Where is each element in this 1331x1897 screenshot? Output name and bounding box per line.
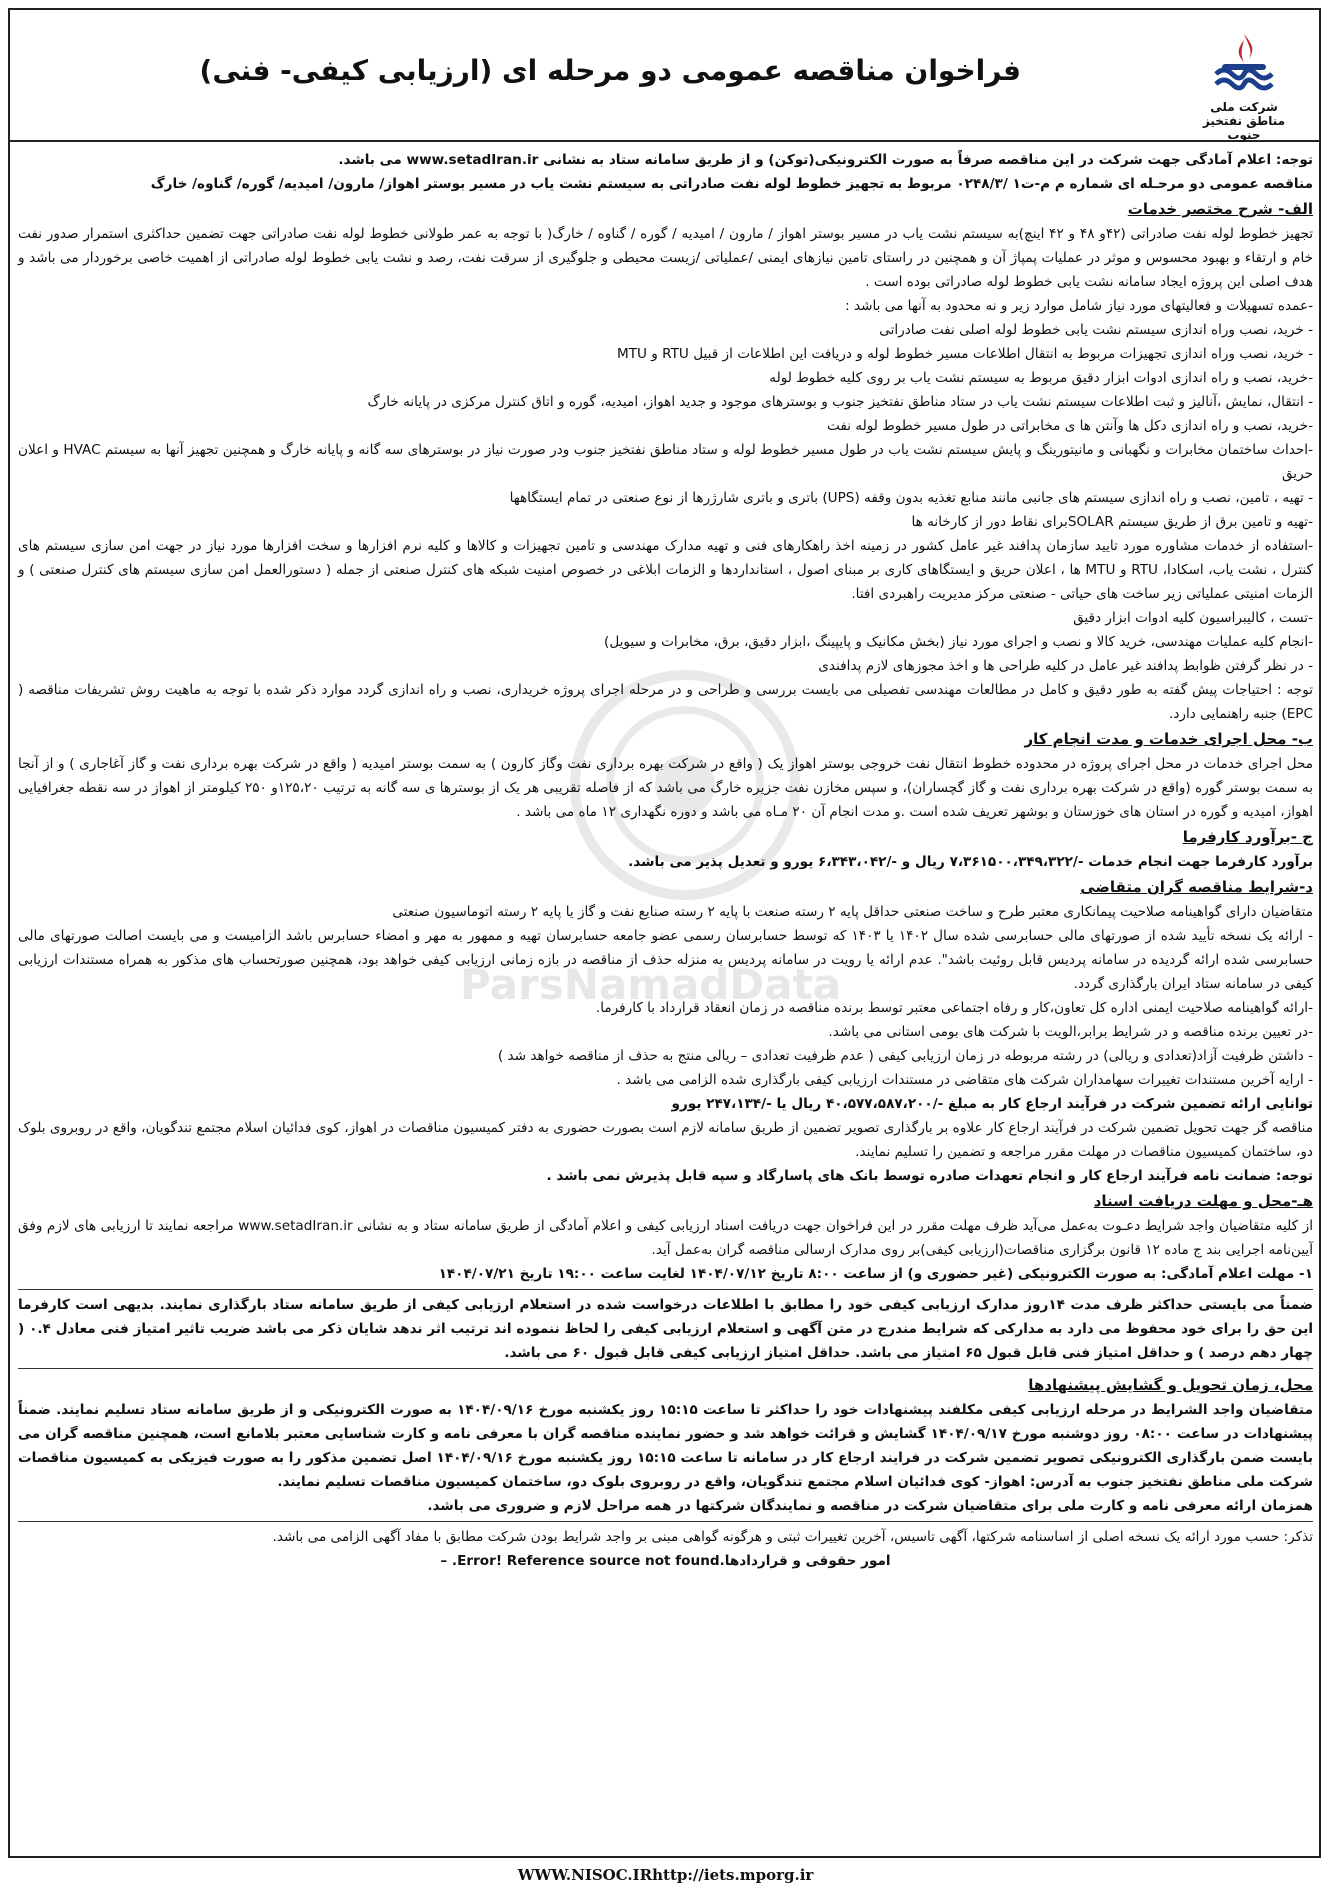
company-name: شرکت ملی مناطق نفتخیز جنوب (1202, 100, 1286, 142)
note-paragraph: توجه : احتیاجات پیش گفته به طور دقیق و کامل در مطالعات مهندسی تفصیلی می بایست بررسی و طراحی و در مرحله اجرای پروژه خریداری، نصب و راه اندازی گردد موارد ذکر شده با توجه به ماهیت روش تشریفات مناقصه ( EPC) جنبه راهنمایی دارد. (18, 682, 1313, 722)
divider (18, 1521, 1313, 1522)
list-item: -در تعیین برنده مناقصه و در شرایط برابر،الویت با شرکت های بومی استانی می باشد. (828, 1024, 1313, 1040)
list-item: - خرید، نصب وراه اندازی سیستم نشت یابی خطوط لوله اصلی نفت صادراتی (879, 322, 1313, 338)
list-item: - داشتن ظرفیت آزاد(تعدادی و ریالی) در رشته مربوطه در زمان ارزیابی کیفی ( عدم ظرفیت تعدادی – ریالی منتج به حذف از مناقصه خواهد شد ) (497, 1048, 1313, 1064)
list-item: -ارائه گواهینامه صلاحیت ایمنی اداره کل تعاون،کار و رفاه اجتماعی معتبر توسط برنده مناقصه در زمان انعقاد قرارداد با کارفرما. (595, 1000, 1313, 1016)
paragraph: متقاضیان دارای گواهینامه صلاحیت پیمانکاری معتبر طرح و ساخت صنعتی حداقل پایه ۲ رسته صنعت با پایه ۲ رسته صنایع نفت و گاز یا پایه ۲ رسته اتوماسیون صنعتی (392, 904, 1313, 920)
section-e-heading: هـ-محل و مهلت دریافت اسناد (1093, 1192, 1313, 1210)
estimate-line: برآورد کارفرما جهت انجام خدمات -/۷،۳۶۱۵۰۰،۳۴۹،۳۲۲ ریال و -/۶،۳۴۳،۰۴۲ یورو و تعدیل پذیر می باشد. (628, 854, 1313, 870)
list-item: -تست ، کالیبراسیون کلیه ادوات ابزار دقیق (1073, 610, 1313, 626)
list-item: - در نظر گرفتن ظوابط پدافند غیر عامل در کلیه طراحی ها و اخذ مجوزهای لازم پدافندی (818, 658, 1313, 674)
list-item: -تهیه و تامین برق از طریق سیستم SOLARبرای نقاط دور از کارخانه ها (911, 514, 1313, 530)
reminder-line: تذکر: حسب مورد ارائه یک نسخه اصلی از اساسنامه شرکتها، آگهی تاسیس، آخرین تغییرات ثبتی و هرگونه گواهی مبنی بر واجد شرایط بودن شرکت مطابق با مفاد آگهی الزامی می باشد. (272, 1529, 1313, 1545)
paragraph: مناقصه گر جهت تحویل تضمین شرکت در فرآیند ارجاع کار علاوه بر بارگذاری تصویر تضمین از طریق سامانه لازم است بصورت حضوری به دفتر کمیسیون مناقصات در اهواز، کوی فدائیان اسلام مجتمع تندگویان، واقع در روبروی بلوک دو، ساختمان کمیسیون مناقصات در مهلت مقرر مراجعه و تضمین را تسلیم نمایند. (18, 1120, 1313, 1160)
list-item: -استفاده از خدمات مشاوره مورد تایید سازمان پدافند غیر عامل کشور در زمینه اخذ راهکارهای فنی و تهیه مدارک مهندسی و تامین تجهیزات و کالاها و کلیه نرم افزارها و سخت افزارها مورد نیاز در جهت امن سازی سیستم های کنترل ، نشت یاب، اسکادا، RTU و MTU ها ، اعلان حریق و ایستگاهای کاری بر مبنای اصول ، استانداردها و الزمات ابلاغی در خصوص امنیت شبکه های کنترل صنعتی از جمله ( دستورالعمل امن سازی سیستم های کنترل صنعتی ) و الزمات امنیتی عملیاتی زیر ساخت های حیاتی - صنعتی مرکز مدیریت راهبردی افتا. (18, 538, 1313, 602)
nisoc-logo-icon (1204, 30, 1284, 96)
page-title: فراخوان مناقصه عمومی دو مرحله ای (ارزیابی کیفی- فنی) (199, 54, 1021, 87)
tender-number: مناقصه عمومی دو مرحـله ای شماره م م-ت۱ /۰۲۴۸/۳ مربوط به تجهیز خطوط لوله نفت صادراتی به سیستم نشت یاب در مسیر بوستر اهواز/ مارون/ امیدیه/ گوره/ گناوه/ خارگ (150, 176, 1313, 192)
paragraph: همزمان ارائه معرفی نامه و کارت ملی برای متقاضیان شرکت در مناقصه و نمایندگان شرکتها در همه مراحل لازم و ضروری می باشد. (427, 1498, 1313, 1514)
paragraph: متقاضیان واجد الشرایط در مرحله ارزیابی کیفی مکلفند پیشنهادات خود را حداکثر تا ساعت ۱۵:۱۵ روز یکشنبه مورخ ۱۴۰۴/۰۹/۱۶ به صورت الکترونیکی و از طریق سامانه ستاد تسلیم نمایند. ضمناً پیشنهادات در ساعت ۰۸:۰۰ روز دوشنبه مورخ ۱۴۰۴/۰۹/۱۷ گشایش و قرائت خواهد شد و حضور نماینده مناقصه گران با معرفی نامه و کارت شناسایی معتبر بلامانع است، همچنین مناقصه گران می بایست ضمن بارگذاری الکترونیکی تصویر تضمین شرکت در فرایند ارجاع کار در سامانه تا ساعت ۱۵:۱۵ روز یکشنبه مورخ ۱۴۰۴/۰۹/۱۶ اصل تضمین مذکور را به صورت فیزیکی به کمیسیون مناقصات شرکت ملی مناطق نفتخیز جنوب به آدرس: اهواز- کوی فدائیان اسلام مجتمع تندگویان، واقع در روبروی بلوک دو، ساختمان کمیسیون مناقصات تسلیم نمایند. (18, 1402, 1314, 1490)
watermark-text: ParsNamadData (460, 960, 841, 1009)
paragraph: تجهیز خطوط لوله نفت صادراتی (۴۲و ۴۸ و ۴۲ اینچ)به سیستم نشت یاب در مسیر بوستر اهواز / مارون / امیدیه / گوره / گناوه / خارگ( با توجه به عمر طولانی خطوط لوله نفت صادراتی جهت تضمین حداکثری استمرار صدور نفت خام و ارتقاء و بهبود محسوس و موثر در عملیات پمپاژ آن و همچنین در راستای تامین نیازهای ایمنی /عملیاتی /زیست محیطی و جلوگیری از سرقت نفت، رصد و نشت یابی خطوط لوله صادراتی از اهمیت خاصی برخوردار می باشد و هدف اصلی این پروژه ایجاد سامانه نشت یابی خطوط لوله صادراتی بوده است . (18, 226, 1313, 290)
section-d-heading: د-شرایط مناقصه گران متقاضی (1080, 878, 1313, 896)
notice-line: توجه: اعلام آمادگی جهت شرکت در این مناقصه صرفاً به صورت الکترونیکی(توکن) و از طریق سامانه ستاد به نشانی www.setadIran.ir می باشد. (338, 152, 1313, 168)
divider (18, 1289, 1313, 1290)
list-item: -خرید، نصب و راه اندازی دکل ها وآنتن ها ی مخابراتی در طول مسیر خطوط لوله نفت (826, 418, 1313, 434)
list-item: - خرید، نصب وراه اندازی تجهیزات مربوط به انتقال اطلاعات مسیر خطوط لوله و دریافت این اطلاعات از قبیل RTU و MTU (616, 346, 1313, 362)
legal-dept-line: امور حقوقی و قراردادها.Error! Reference source not found. – (440, 1553, 891, 1569)
paragraph: محل اجرای خدمات در محل اجرای پروژه در محدوده خطوط انتقال نفت خروجی بوستر اهواز یک ( واقع در شرکت بهره برداری نفت وگاز کارون ) به سمت بوستر امیدیه ( واقع در شرکت بهره برداری نفت و گاز آغاجاری ) و از آنجا به سمت بوستر گوره (واقع در شرکت بهره برداری نفت و گاز گچساران)، و سپس مخازن نفت جزیره خارگ می باشد که از فاصله تقریبی هر یک از بوسترها ی سه گانه به ترتیب ۱۲۵،۲۰و ۲۵۰ کیلومتر از اهواز در سه نقطه جغرافیایی اهواز، امیدیه و گوره در استان های خوزستان و بوشهر تعریف شده است .و مدت انجام آن ۲۰ مـاه می باشد و دوره نگهداری ۱۲ ماه می باشد . (18, 756, 1313, 820)
header (8, 8, 1321, 142)
paragraph: ضمناً می بایستی حداکثر ظرف مدت ۱۴روز مدارک ارزیابی کیفی خود را مطابق با اطلاعات درخواست شده در استعلام ارزیابی کیفی از طریق سامانه ستاد بارگذاری نمایند. بدیهی است کارفرما این حق را برای خود محفوظ می دارد به مدارکی که شرایط مندرج در متن آگهی و استعلام ارزیابی کیفی را لحاظ ننموده اند ترتیب اثر ندهد شایان ذکر می باشد ضریب تاثیر امتیاز فنی معادل ۰.۴ ( چهار دهم درصد ) و حداقل امتیاز فنی قابل قبول ۶۵ امتیاز می باشد. حداقل امتیاز ارزیابی کیفی قابل قبول ۶۰ می باشد. (18, 1297, 1314, 1361)
list-item: -انجام کلیه عملیات مهندسی، خرید کالا و نصب و اجرای مورد نیاز (بخش مکانیک و پایپینگ ،ابزار دقیق، برق، مخابرات و سیویل) (604, 634, 1313, 650)
section-f-heading: محل، زمان تحویل و گشایش پیشنهادها (1028, 1376, 1313, 1394)
list-item: - ارایه آخرین مستندات تغییرات سهامداران شرکت های متقاضی در مستندات ارزیابی کیفی بارگذاری شده الزامی می باشد . (616, 1072, 1313, 1088)
list-item: -خرید، نصب و راه اندازی ادوات ابزار دقیق مربوط به سیستم نشت یاب بر روی کلیه خطوط لوله (769, 370, 1313, 386)
paragraph: - ارائه یک نسخه تأیید شده از صورتهای مالی حسابرسی شده سال ۱۴۰۲ یا ۱۴۰۳ که توسط حسابرسان رسمی عضو جامعه حسابرسان تهیه و ممهور به مهر و امضاء حسابرس باشد الزامیست و می بایست اصالت صورتهای مالی حسابرسی شده ارائه گردیده در سامانه پردیس قابل روئیت باشد". عدم ارائه یا رویت در سامانه پردیس به منزله حذف از مناقصه در بازه زمانی ارزیابی کیفی خواهد بود، همچنین صورتحساب های مذکور به همراه مستندات ارزیابی کیفی در سامانه ستاد ایران بارگذاری گردد. (18, 928, 1313, 992)
bank-note: توجه: ضمانت نامه فرآیند ارجاع کار و انجام تعهدات صادره توسط بانک های پاسارگاد و سپه قابل پذیرش نمی باشد . (546, 1168, 1313, 1184)
company-logo (1189, 30, 1299, 142)
paragraph: از کلیه متقاضیان واجد شرایط دعـوت به‌عمل می‌آید ظرف مهلت مقرر در این فراخوان جهت دریافت اسناد ارزیابی کیفی و اعلام آمادگی از طریق سامانه ستاد و به نشانی www.setadIran.ir مراجعه نمایند تا ارزیابی های لازم وفق آیین‌نامه اجرایی بند ج ماده ۱۲ قانون برگزاری مناقصات(ارزیابی کیفی)بر روی مدارک ارسالی مناقصه گران به‌عمل آید. (18, 1218, 1313, 1258)
section-b-heading: ب- محل اجرای خدمات و مدت انجام کار (1024, 730, 1313, 748)
section-a-heading: الف- شرح مختصر خدمات (1127, 200, 1313, 218)
list-item: - انتقال، نمایش ،آنالیز و ثبت اطلاعات سیستم نشت یاب در ستاد مناطق نفتخیز جنوب و بوسترهای موجود و جدید اهواز، امیدیه، گوره و اتاق کنترل مرکزی در پایانه خارگ (367, 394, 1313, 410)
footer-url[interactable]: WWW.NISOC.IRhttp://iets.mporg.ir (517, 1866, 814, 1884)
divider (18, 1368, 1313, 1369)
list-item: -احداث ساختمان مخابرات و نگهبانی و مانیتورینگ و پایش سیستم نشت یاب در طول مسیر خطوط لوله و ستاد مناطق نفتخیز جنوب ودر صورت نیاز در بوسترهای سه گانه و پایانه خارگ و همچنین تجهیز آنها به سیستم HVAC و اعلان حریق (18, 442, 1313, 482)
list-item: -عمده تسهیلات و فعالیتهای مورد نیاز شامل موارد زیر و نه محدود به آنها می باشد : (845, 298, 1313, 314)
list-item: - تهیه ، تامین، نصب و راه اندازی سیستم های جانبی مانند منابع تغذیه بدون وقفه (UPS) باتری و باتری شارژرها از نوع صنعتی در تمام ایستگاهها (509, 490, 1313, 506)
deadline-line: ۱- مهلت اعلام آمادگی: به صورت الکترونیکی (غیر حضوری و) از ساعت ۸:۰۰ تاریخ ۱۴۰۴/۰۷/۱۲ لغایت ساعت ۱۹:۰۰ تاریخ ۱۴۰۴/۰۷/۲۱ (438, 1266, 1313, 1282)
section-c-heading: ج -برآورد کارفرما (1182, 828, 1313, 846)
guarantee-line: توانایی ارائه تضمین شرکت در فرآیند ارجاع کار به مبلغ -/۴۰،۵۷۷،۵۸۷،۲۰۰ ریال یا -/۲۴۷،۱۳۴ یورو (671, 1096, 1313, 1112)
announcement-body (18, 148, 1313, 1573)
